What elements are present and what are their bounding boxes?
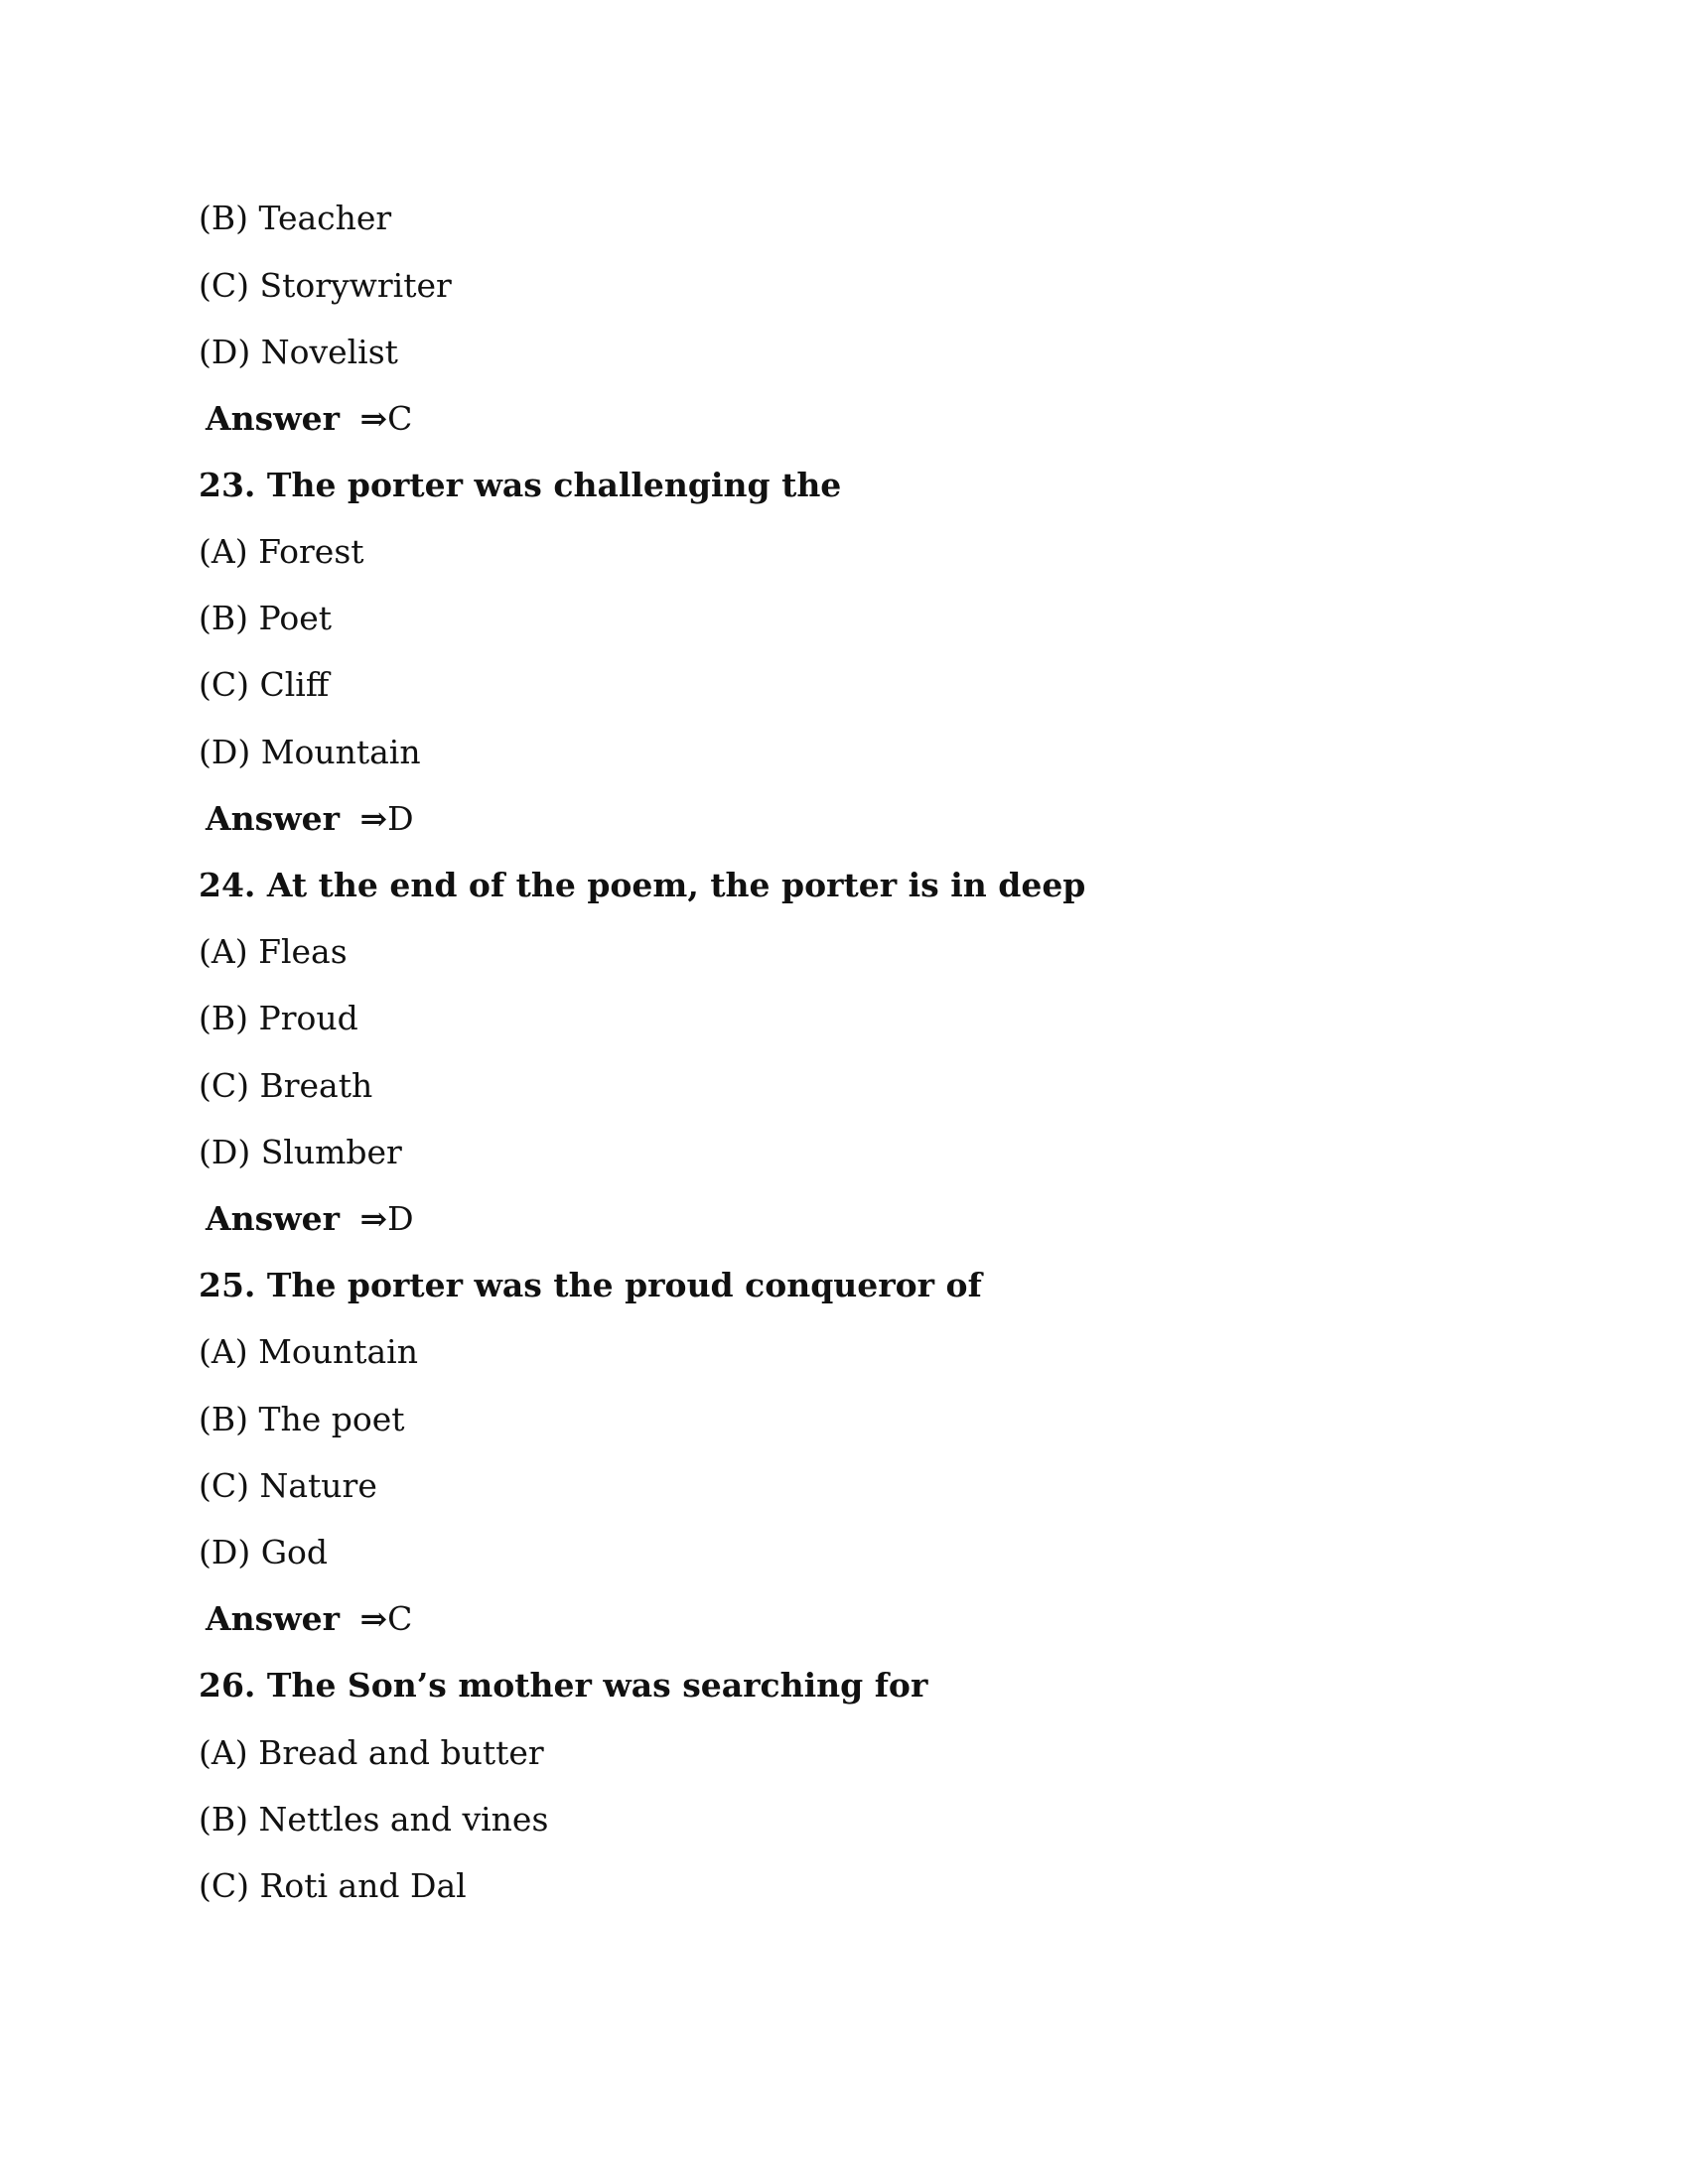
answer-label: Answer: [206, 1199, 340, 1238]
q23-question: 23. The porter was challenging the: [199, 466, 842, 504]
q25-answer: [206, 1599, 412, 1639]
answer-value: C: [387, 399, 413, 438]
q23-option-d: (D) Mountain: [199, 733, 421, 771]
q26-option-a: (A) Bread and butter: [199, 1733, 544, 1772]
q26-option-b: (B) Nettles and vines: [199, 1800, 549, 1839]
q25-option-c: (C) Nature: [199, 1466, 377, 1505]
answer-arrow: ⇒: [359, 1599, 388, 1638]
q24-option-c: (C) Breath: [199, 1066, 373, 1105]
answer-label: Answer: [206, 399, 340, 438]
answer-arrow: ⇒: [359, 1199, 388, 1238]
q26-question: 26. The Son’s mother was searching for: [199, 1666, 928, 1705]
q23-answer: [206, 799, 414, 839]
answer-label: Answer: [206, 1599, 340, 1638]
q22-option-b: (B) Teacher: [199, 199, 392, 237]
q22-option-d: (D) Novelist: [199, 333, 398, 371]
answer-arrow: ⇒: [359, 399, 388, 438]
q26-option-c: (C) Roti and Dal: [199, 1866, 467, 1905]
answer-value: D: [387, 799, 414, 838]
q24-option-d: (D) Slumber: [199, 1133, 402, 1171]
q25-option-a: (A) Mountain: [199, 1332, 418, 1371]
q25-option-d: (D) God: [199, 1533, 329, 1571]
answer-value: C: [387, 1599, 413, 1638]
q24-option-a: (A) Fleas: [199, 932, 348, 971]
q24-question: 24. At the end of the poem, the porter is in deep: [199, 866, 1086, 904]
answer-label: Answer: [206, 799, 340, 838]
answer-value: D: [387, 1199, 414, 1238]
q24-option-b: (B) Proud: [199, 999, 358, 1037]
q25-question: 25. The porter was the proud conqueror of: [199, 1266, 982, 1304]
q25-option-b: (B) The poet: [199, 1400, 405, 1438]
q24-answer: [206, 1199, 414, 1239]
q23-option-b: (B) Poet: [199, 599, 333, 637]
q23-option-c: (C) Cliff: [199, 665, 330, 704]
q22-option-c: (C) Storywriter: [199, 266, 452, 305]
q22-answer: [206, 399, 412, 439]
answer-arrow: ⇒: [359, 799, 388, 838]
q23-option-a: (A) Forest: [199, 532, 364, 571]
